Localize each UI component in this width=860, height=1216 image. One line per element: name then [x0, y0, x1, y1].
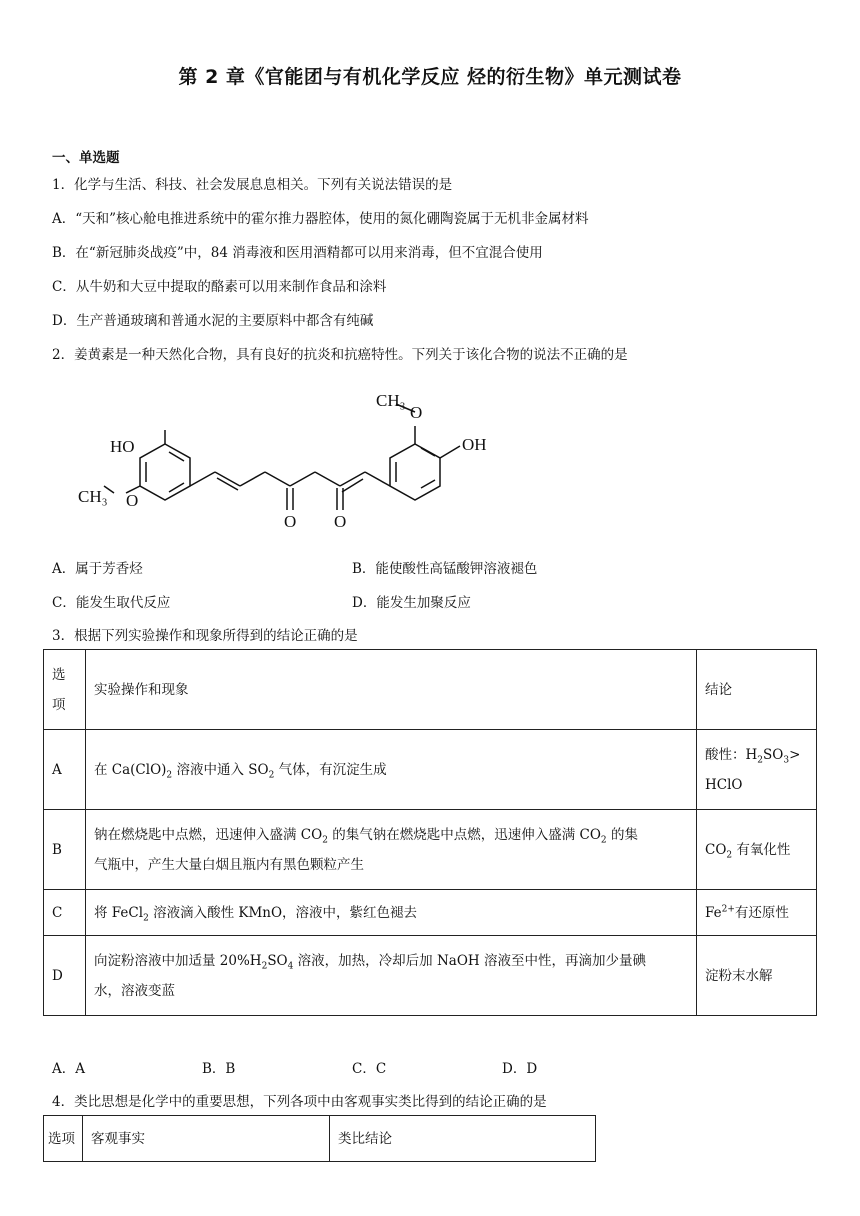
mol-ch3-top: CH₃	[376, 391, 406, 410]
q2-option-b: B．能使酸性高锰酸钾溶液褪色	[352, 561, 538, 577]
q4-header-conclusion: 类比结论	[330, 1116, 596, 1162]
section-heading: 一、单选题	[52, 150, 120, 166]
row-d-conclusion: 淀粉末水解	[697, 936, 817, 1016]
header-option: 选 项	[44, 650, 86, 730]
table-row	[44, 936, 817, 1016]
mol-o-ketone-1: O	[284, 512, 297, 531]
mol-o-ketone-2: O	[334, 512, 347, 531]
mol-ch3-left: CH₃	[78, 487, 108, 506]
q1-stem: 1．化学与生活、科技、社会发展息息相关。下列有关说法错误的是	[52, 177, 453, 193]
row-a-operation: 在 $Ca(ClO)_2$ 溶液中通入 $SO_2$ 气体，有沉淀生成	[86, 730, 697, 810]
header-conclusion: 结论	[697, 650, 817, 730]
q4-header-option: 选项	[44, 1116, 83, 1162]
q1-option-c: C．从牛奶和大豆中提取的酪素可以用来制作食品和涂料	[52, 279, 387, 295]
mol-o-left: O	[126, 491, 139, 510]
q2-option-c: C．能发生取代反应	[52, 595, 171, 611]
q3-option-c: C．C	[352, 1061, 387, 1077]
table-row	[44, 1116, 596, 1162]
row-d-option: D	[44, 936, 86, 1016]
row-c-conclusion: $Fe^{2+}$有还原性	[697, 890, 817, 936]
table-row	[44, 730, 817, 810]
mol-o-top: O	[410, 403, 423, 422]
table-row	[44, 810, 817, 890]
mol-oh-right: OH	[462, 435, 487, 454]
row-a-conclusion: 酸性：$H_2SO_3>$ HClO	[697, 730, 817, 810]
q1-option-a: A．“天和”核心舱电推进系统中的霍尔推力器腔体，使用的氮化硼陶瓷属于无机非金属材料	[52, 211, 589, 227]
q2-option-d: D．能发生加聚反应	[352, 595, 471, 611]
q3-option-d: D．D	[502, 1061, 538, 1077]
page-title: 第 2 章《官能团与有机化学反应 烃的衍生物》单元测试卷	[178, 66, 682, 88]
q4-table	[43, 1115, 596, 1162]
row-c-option: C	[44, 890, 86, 936]
q4-stem: 4．类比思想是化学中的重要思想，下列各项中由客观事实类比得到的结论正确的是	[52, 1094, 547, 1110]
row-c-operation: 将 FeCl$_2$ 溶液滴入酸性 KMnO，溶液中，紫红色褪去	[86, 890, 697, 936]
table-row	[44, 890, 817, 936]
q3-option-a: A．A	[52, 1061, 85, 1077]
q1-option-d: D．生产普通玻璃和普通水泥的主要原料中都含有纯碱	[52, 313, 374, 329]
q2-stem: 2．姜黄素是一种天然化合物，具有良好的抗炎和抗癌特性。下列关于该化合物的说法不正确的是	[52, 347, 628, 363]
row-b-option: B	[44, 810, 86, 890]
table-row	[44, 650, 817, 730]
q1-option-b: B．在“新冠肺炎战疫”中，84 消毒液和医用酒精都可以用来消毒，但不宜混合使用	[52, 245, 543, 261]
header-operation: 实验操作和现象	[86, 650, 697, 730]
row-b-conclusion: $CO_2$ 有氧化性	[697, 810, 817, 890]
row-a-option: A	[44, 730, 86, 810]
q3-stem: 3．根据下列实验操作和现象所得到的结论正确的是	[52, 628, 358, 644]
row-b-operation: 钠在燃烧匙中点燃，迅速伸入盛满 $CO_2$ 的集气钠在燃烧匙中点燃，迅速伸入盛满 $CO_2$ 的集 气瓶中，产生大量白烟且瓶内有黑色颗粒产生	[86, 810, 697, 890]
row-d-operation: 向淀粉溶液中加适量 $20\%H_2SO_4$ 溶液，加热，冷却后加 NaOH 溶液至中性，再滴加少量碘 水，溶液变蓝	[86, 936, 697, 1016]
mol-ho-left: HO	[110, 437, 135, 456]
q4-header-fact: 客观事实	[83, 1116, 330, 1162]
q3-table	[43, 649, 817, 1016]
q2-option-a: A．属于芳香烃	[52, 561, 143, 577]
q3-option-b: B．B	[202, 1061, 236, 1077]
curcumin-structure	[70, 382, 540, 552]
